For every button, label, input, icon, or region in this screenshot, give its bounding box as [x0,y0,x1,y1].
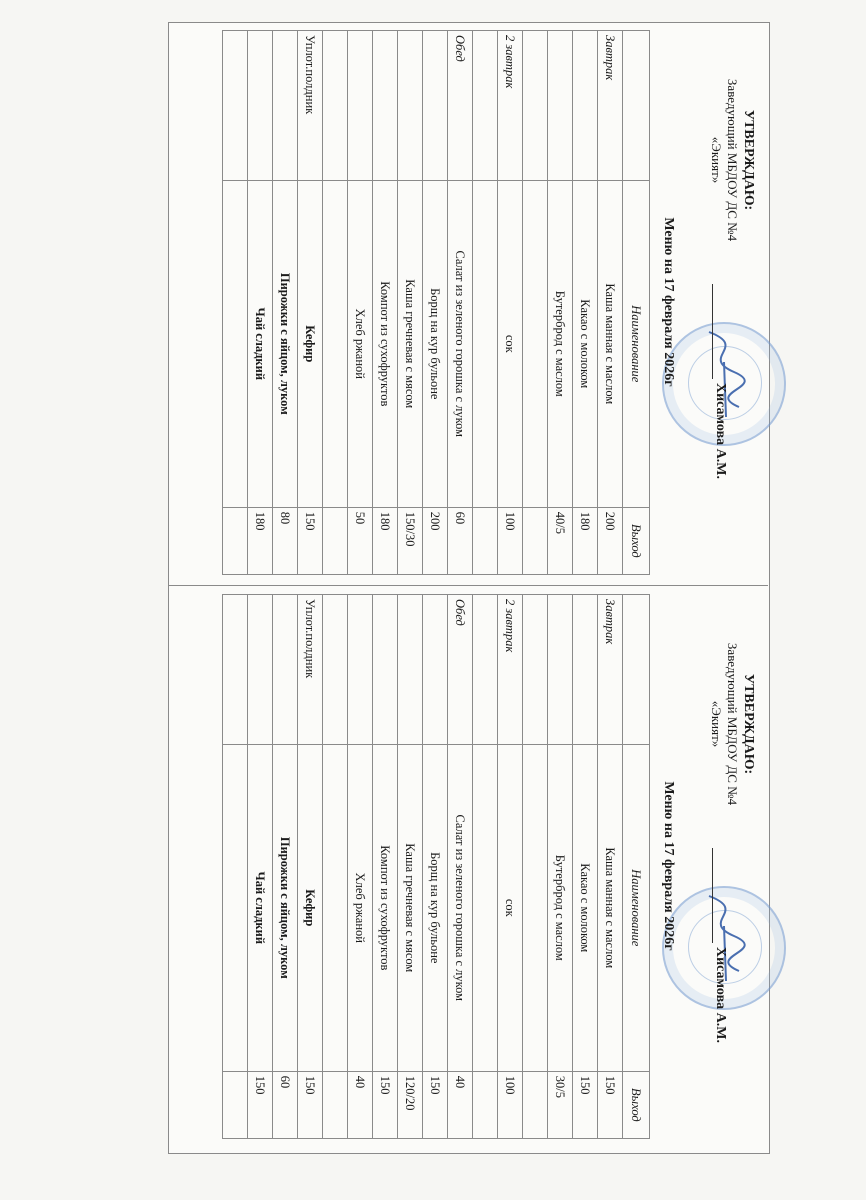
table-row [598,31,623,575]
table-row [348,31,373,575]
meal-cell [273,31,298,181]
output-cell: 150 [298,507,323,574]
table-row [448,595,473,1139]
dish-name-cell: Борщ на кур бульоне [423,744,448,1071]
menu-table [222,30,650,575]
menu-rows [223,31,623,575]
table-row [223,31,248,575]
table-row [373,595,398,1139]
approve-position: Заведующий МБДОУ ДС №4 [725,78,740,242]
approval-header [650,586,768,1146]
approval-block [708,40,756,280]
meal-cell [548,595,573,745]
meal-cell: Обед [448,595,473,745]
meal-cell [323,31,348,181]
output-cell: 200 [423,507,448,574]
dish-name-cell: Салат из зеленого горошка с луком [448,180,473,507]
menu-rows [223,595,623,1139]
output-cell: 40 [448,1071,473,1138]
signer-name: Хисамова А.М. [713,947,728,1043]
dish-name-cell [473,744,498,1071]
signer-name: Хисамова А.М. [713,383,728,479]
table-row [248,31,273,575]
approve-title: УТВЕРЖДАЮ: [741,109,756,211]
dish-name-cell: Каша гречневая с мясом [398,744,423,1071]
dish-name-cell: Компот из сухофруктов [373,180,398,507]
dish-name-cell [523,744,548,1071]
output-cell [473,1071,498,1138]
output-cell [223,507,248,574]
meal-cell [573,31,598,181]
output-cell: 100 [498,507,523,574]
table-row [348,595,373,1139]
output-cell [223,1071,248,1138]
table-header-row [623,595,650,1139]
signature-line [712,284,728,479]
dish-name-cell: Хлеб ржаной [348,180,373,507]
table-row [323,595,348,1139]
col-meal-header [623,595,650,745]
dish-name-cell: Бутерброд с маслом [548,180,573,507]
output-cell [523,1071,548,1138]
meal-cell [573,595,598,745]
table-row [498,31,523,575]
table-row [598,595,623,1139]
col-output-header: Выход [623,507,650,574]
menu-panel-bottom [168,586,768,1146]
output-cell: 180 [373,507,398,574]
meal-cell [523,595,548,745]
meal-cell: Уплот.полдник [298,31,323,181]
table-row [273,31,298,575]
approve-position: Заведующий МБДОУ ДС №4 [725,642,740,806]
table-header-row [623,31,650,575]
col-output-header: Выход [623,1071,650,1138]
dish-name-cell: Кефир [298,180,323,507]
meal-cell [398,595,423,745]
meal-cell [423,595,448,745]
meal-cell [248,31,273,181]
output-cell: 150 [373,1071,398,1138]
meal-cell [273,595,298,745]
meal-cell: 2 завтрак [498,595,523,745]
table-row [448,31,473,575]
dish-name-cell [223,744,248,1071]
menu-table [222,594,650,1139]
table-row [298,31,323,575]
output-cell: 180 [248,507,273,574]
dish-name-cell: Компот из сухофруктов [373,744,398,1071]
table-row [473,31,498,575]
meal-cell [323,595,348,745]
meal-cell [348,31,373,181]
table-row [398,595,423,1139]
col-name-header: Наименование [623,180,650,507]
output-cell: 150 [598,1071,623,1138]
table-row [398,31,423,575]
table-row [423,595,448,1139]
dish-name-cell: Каша гречневая с мясом [398,180,423,507]
meal-cell [523,31,548,181]
table-row [548,31,573,575]
meal-cell: Завтрак [598,595,623,745]
output-cell: 150 [423,1071,448,1138]
dish-name-cell: Кефир [298,744,323,1071]
approval-block [708,604,756,844]
table-row [223,595,248,1139]
menu-title: Меню на 17 февраля 2026г [661,781,676,951]
table-row [273,595,298,1139]
meal-cell [248,595,273,745]
dish-name-cell: Каша манная с маслом [598,744,623,1071]
table-row [573,595,598,1139]
meal-cell [373,31,398,181]
output-cell: 150 [573,1071,598,1138]
meal-cell [348,595,373,745]
output-cell [323,1071,348,1138]
meal-cell: Завтрак [598,31,623,181]
output-cell: 60 [448,507,473,574]
dish-name-cell: Чай сладкий [248,744,273,1071]
table-row [523,595,548,1139]
menu-panel-top [168,22,768,582]
output-cell [523,507,548,574]
dish-name-cell: Чай сладкий [248,180,273,507]
dish-name-cell [523,180,548,507]
meal-cell [423,31,448,181]
approve-org: «Экият» [709,700,724,748]
output-cell: 150 [298,1071,323,1138]
dish-name-cell: Какао с молоком [573,180,598,507]
output-cell: 50 [348,507,373,574]
meal-cell [473,31,498,181]
dish-name-cell: сок [498,180,523,507]
table-row [548,595,573,1139]
dish-name-cell: Салат из зеленого горошка с луком [448,744,473,1071]
output-cell: 180 [573,507,598,574]
table-row [423,31,448,575]
output-cell [473,507,498,574]
table-row [473,595,498,1139]
meal-cell [548,31,573,181]
col-name-header: Наименование [623,744,650,1071]
menu-title: Меню на 17 февраля 2026г [661,217,676,387]
dish-name-cell: Борщ на кур бульоне [423,180,448,507]
meal-cell [223,595,248,745]
meal-cell [373,595,398,745]
output-cell: 40 [348,1071,373,1138]
table-row [298,595,323,1139]
output-cell: 60 [273,1071,298,1138]
dish-name-cell [323,180,348,507]
table-row [498,595,523,1139]
dish-name-cell: Пирожки с яйцом, луком [273,744,298,1071]
signature-line [712,848,728,1043]
output-cell: 120/20 [398,1071,423,1138]
dish-name-cell [473,180,498,507]
meal-cell: 2 завтрак [498,31,523,181]
dish-name-cell: Бутерброд с маслом [548,744,573,1071]
meal-cell: Обед [448,31,473,181]
table-row [373,31,398,575]
dish-name-cell: Какао с молоком [573,744,598,1071]
dish-name-cell: Каша манная с маслом [598,180,623,507]
meal-cell [398,31,423,181]
col-meal-header [623,31,650,181]
approval-header [650,22,768,582]
output-cell: 200 [598,507,623,574]
table-row [523,31,548,575]
table-row [248,595,273,1139]
output-cell: 100 [498,1071,523,1138]
approve-org: «Экият» [709,136,724,184]
table-row [323,31,348,575]
output-cell: 150/30 [398,507,423,574]
output-cell: 30/5 [548,1071,573,1138]
output-cell: 80 [273,507,298,574]
output-cell [323,507,348,574]
dish-name-cell: Пирожки с яйцом, луком [273,180,298,507]
meal-cell [473,595,498,745]
output-cell: 150 [248,1071,273,1138]
meal-cell [223,31,248,181]
approve-title: УТВЕРЖДАЮ: [741,673,756,775]
dish-name-cell: сок [498,744,523,1071]
meal-cell: Уплот.полдник [298,595,323,745]
dish-name-cell [223,180,248,507]
dish-name-cell [323,744,348,1071]
output-cell: 40/5 [548,507,573,574]
dish-name-cell: Хлеб ржаной [348,744,373,1071]
table-row [573,31,598,575]
